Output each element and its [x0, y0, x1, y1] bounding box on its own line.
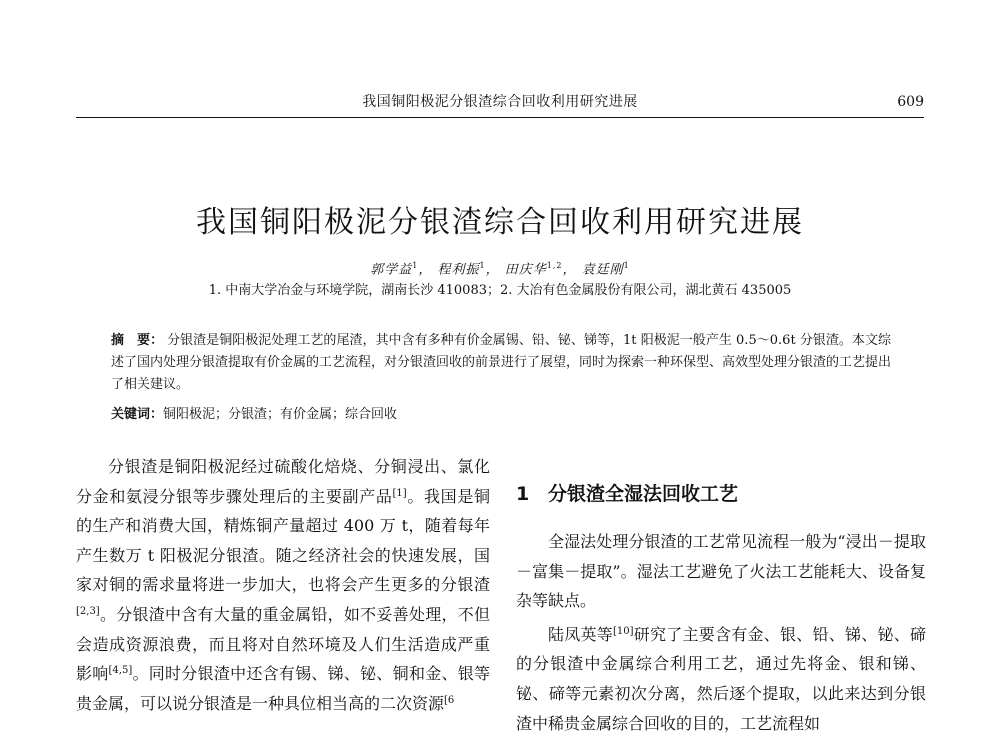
abstract-text: 分银渣是铜阳极泥处理工艺的尾渣，其中含有多种有价金属锡、铅、铋、锑等，1t 阳极泥一般产生 0.5～0.6t 分银渣。本文综述了国内处理分银渣提取有价金属的工艺流程，对分银渣回收的前景进行了展望，同时为探索一种环保型、高效型处理分银渣的工艺提出了相关建议。: [111, 333, 892, 392]
citation: [1]: [392, 487, 407, 499]
body-text: 陆凤英等: [548, 624, 613, 644]
author-affiliation-mark: 1: [623, 261, 630, 270]
body-text: 。同时分银渣中还含有锡、锑、铋、铜和金、银等贵金属，可以说分银渣是一种具位相当高的二次资源: [76, 664, 490, 713]
affiliation: 1. 中南大学冶金与环境学院，湖南长沙 410083；2. 大冶有色金属股份有限公司，湖北黄石 435005: [208, 283, 792, 298]
author-name: 袁廷刚: [581, 262, 624, 278]
running-title: 我国铜阳极泥分银渣综合回收利用研究进展: [362, 94, 638, 110]
author-affiliation-mark: 1,2: [546, 261, 563, 270]
body-text: 研究了主要含有金、银、铅、锑、铋、碲的分银渣中金属综合利用工艺，通过先将金、银和锑、铋、碲等元素初次分离，然后逐个提取，以此来达到分银渣中稀贵金属综合回收的目的，工艺流程如: [516, 624, 926, 733]
body-text: 。分银渣中含有大量的重金属铅，如不妥善处理，不但会造成资源浪费，而且将对自然环境及人们生活造成严重影响: [76, 604, 490, 684]
paper-title: 我国铜阳极泥分银渣综合回收利用研究进展: [196, 205, 804, 241]
author-affiliation-mark: 1: [412, 261, 419, 270]
keywords: [111, 404, 891, 426]
section-heading: [516, 480, 738, 508]
author-list: 郭学益$^1$， 程利振$^1$， 田庆华$^{1,2}$， 袁廷刚$^1$: [370, 261, 630, 278]
header-rule: [76, 117, 924, 118]
section-title: 分银渣全湿法回收工艺: [548, 483, 739, 505]
citation: [10]: [613, 625, 634, 637]
author-name: 郭学益: [370, 262, 413, 278]
citation: [4,5]: [108, 665, 133, 677]
body-text: 分银渣是铜阳极泥经过硫酸化焙烧、分铜浸出、氯化分金和氨浸分银等步骤处理后的主要副产品: [76, 457, 490, 506]
citation: [2,3]: [76, 605, 100, 617]
running-header: [76, 92, 924, 114]
page-number: 609: [897, 94, 924, 110]
body-paragraph: [76, 452, 490, 718]
author-name: 程利振: [437, 262, 480, 278]
keywords-label: 关键词：: [111, 407, 164, 422]
author-affiliation-mark: 1: [479, 261, 486, 270]
section-number: 1: [516, 483, 530, 505]
body-paragraph: 全湿法处理分银渣的工艺常见流程一般为“浸出－提取－富集－提取”。湿法工艺避免了火法工艺能耗大、设备复杂等缺点。: [516, 532, 926, 611]
abstract-label: 摘 要：: [111, 333, 164, 348]
keywords-text: 铜阳极泥；分银渣；有价金属；综合回收: [163, 407, 398, 422]
body-paragraph: [516, 620, 926, 738]
citation: [6: [444, 694, 455, 706]
body-text: 。我国是铜的生产和消费大国，精炼铜产量超过 400 万 t，随着每年产生数万 t 阳极泥分银渣。随之经济社会的快速发展，国家对铜的需求量将进一步加大，也将会产生更多的分银渣: [76, 486, 490, 595]
right-column: [516, 527, 926, 738]
left-column: [76, 452, 490, 718]
author-name: 田庆华: [504, 262, 547, 278]
abstract: [111, 330, 891, 396]
